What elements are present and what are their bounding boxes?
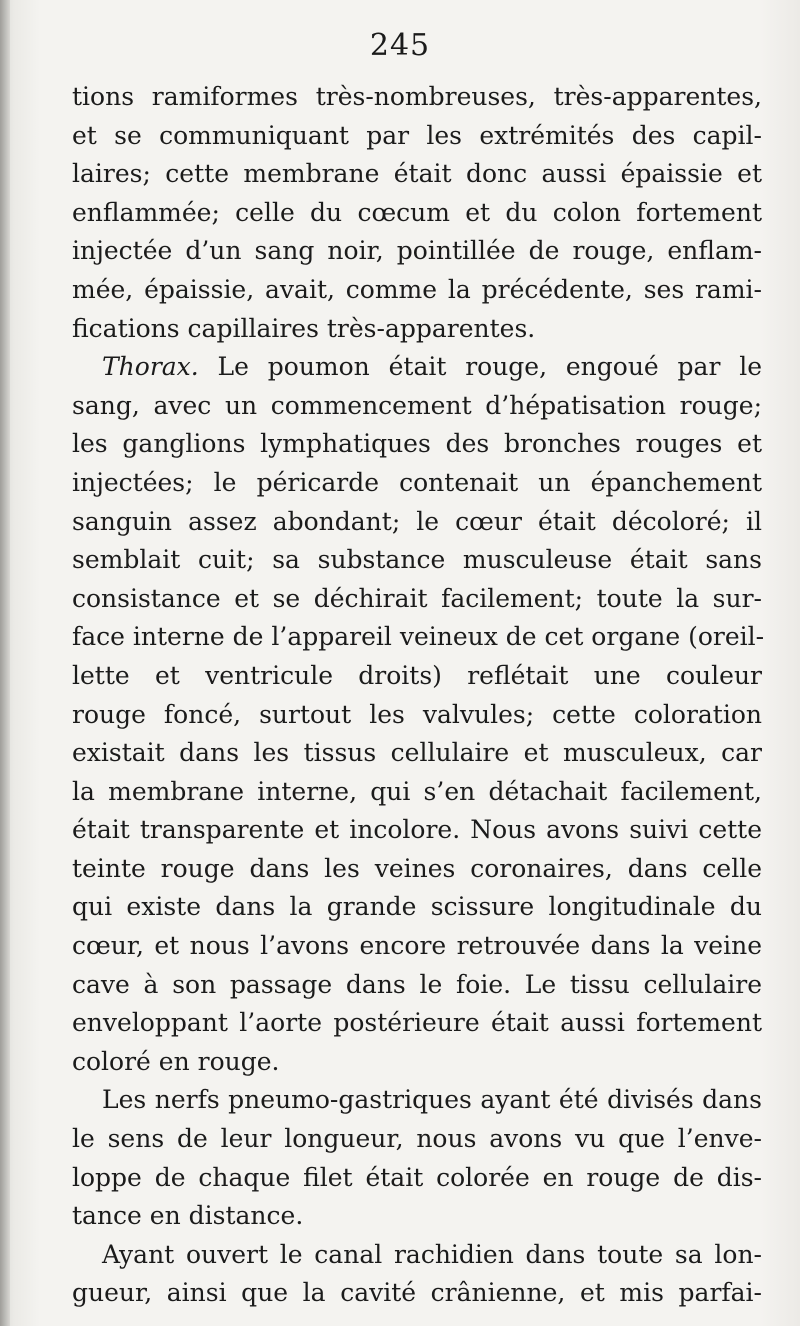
text-line: teinte rouge dans les veines coronaires, dans celle bbox=[72, 853, 762, 883]
text-line: tance en distance. bbox=[72, 1201, 304, 1231]
text-line: consistance et se déchirait facilement; toute la sur- bbox=[72, 583, 762, 613]
text-line: semblait cuit; sa substance musculeuse était sans bbox=[72, 545, 762, 575]
text-line: enflammée; celle du cœcum et du colon fortement bbox=[72, 197, 762, 227]
text-line: sang, avec un commencement d’hépatisation rouge; bbox=[72, 390, 762, 420]
text-line: lette et ventricule droits) reflétait une couleur bbox=[72, 660, 762, 690]
text-line: gueur, ainsi que la cavité crânienne, et mis parfai- bbox=[72, 1278, 762, 1308]
text-line: fications capillaires très-apparentes. bbox=[72, 313, 536, 343]
text-line: le sens de leur longueur, nous avons vu que l’enve- bbox=[72, 1124, 762, 1154]
page-number: 245 bbox=[369, 28, 431, 63]
text-line: et se communiquant par les extrémités des capil- bbox=[72, 120, 762, 150]
text-line bbox=[72, 348, 762, 387]
text-line: injectée d’un sang noir, pointillée de rouge, enflam- bbox=[72, 236, 762, 266]
body-text bbox=[72, 78, 765, 1313]
text-line-rest: Le poumon était rouge, engoué par le bbox=[198, 352, 762, 382]
text-line: Ayant ouvert le canal rachidien dans toute sa lon- bbox=[102, 1239, 762, 1269]
text-line: loppe de chaque filet était colorée en rouge de dis- bbox=[72, 1162, 762, 1192]
text-line: laires; cette membrane était donc aussi épaissie et bbox=[72, 159, 762, 189]
text-line: rouge foncé, surtout les valvules; cette coloration bbox=[72, 699, 762, 729]
text-line: injectées; le péricarde contenait un épanchement bbox=[72, 467, 762, 497]
text-line: les ganglions lymphatiques des bronches rouges et bbox=[72, 429, 762, 459]
text-line: existait dans les tissus cellulaire et musculeux, car bbox=[72, 738, 762, 768]
text-line: la membrane interne, qui s’en détachait facilement, bbox=[72, 776, 762, 806]
text-line: Les nerfs pneumo-gastriques ayant été divisés dans bbox=[102, 1085, 762, 1115]
text-line: tions ramiformes très-nombreuses, très-apparentes, bbox=[72, 82, 762, 111]
text-line: face interne de l’appareil veineux de cet organe (oreil- bbox=[72, 622, 765, 652]
text-line: cave à son passage dans le foie. Le tissu cellulaire bbox=[72, 969, 762, 999]
text-line: était transparente et incolore. Nous avons suivi cette bbox=[72, 815, 762, 845]
text-line: qui existe dans la grande scissure longitudinale du bbox=[72, 892, 762, 922]
text-line: mée, épaissie, avait, comme la précédente, ses rami- bbox=[72, 274, 762, 304]
text-line: sanguin assez abondant; le cœur était décoloré; il bbox=[72, 506, 762, 536]
text-line: coloré en rouge. bbox=[72, 1046, 280, 1076]
section-heading-thorax: Thorax. bbox=[102, 352, 199, 382]
text-line: cœur, et nous l’avons encore retrouvée dans la veine bbox=[72, 931, 762, 961]
text-line: enveloppant l’aorte postérieure était aussi fortement bbox=[72, 1008, 762, 1038]
page-gutter bbox=[0, 0, 10, 1326]
